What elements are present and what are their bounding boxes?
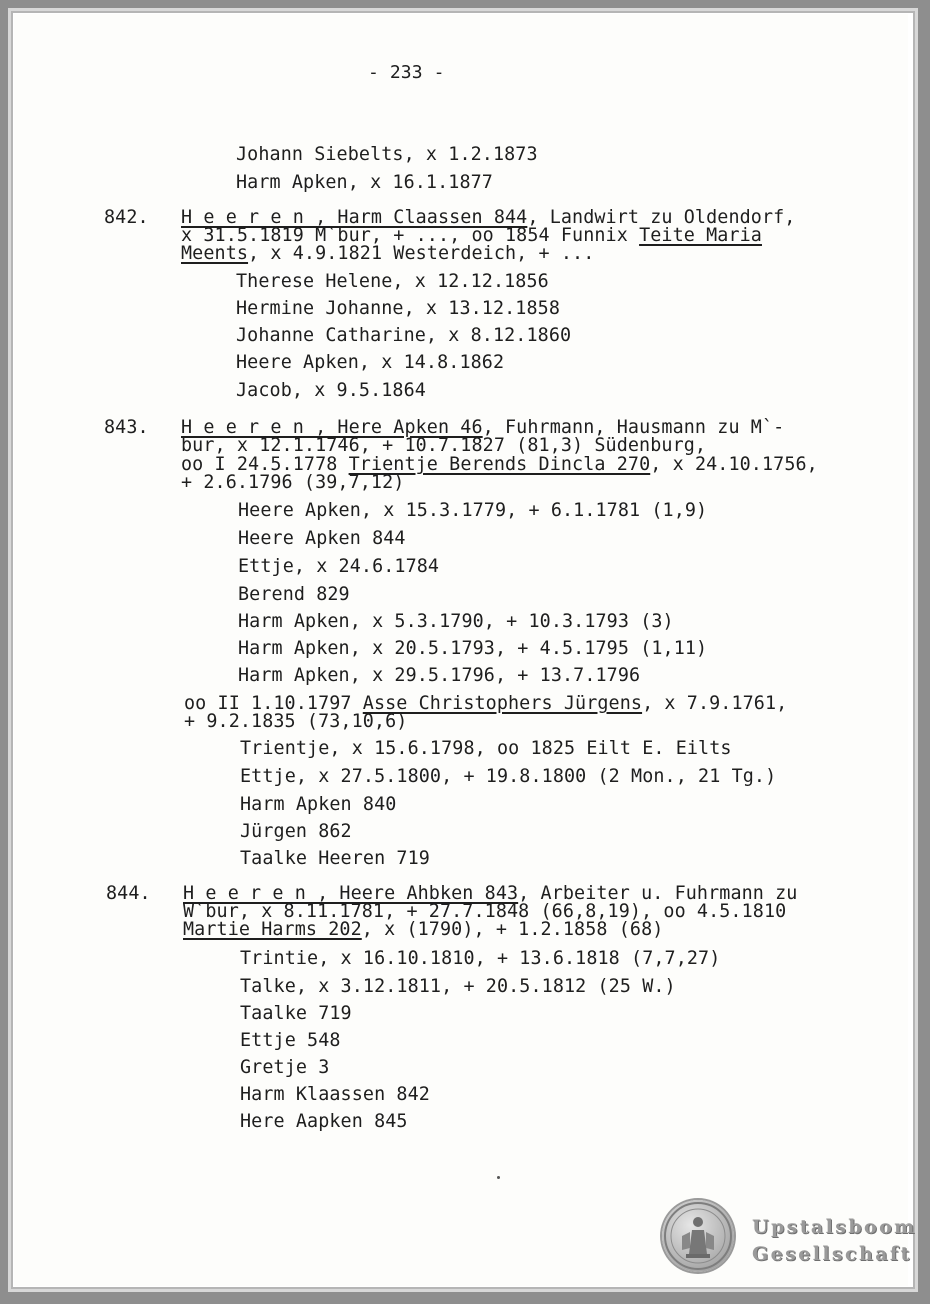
entry-842-line: x 31.5.1819 M`bur, + ..., oo 1854 Funnix Teite Maria <box>181 225 762 246</box>
entry-843-line: oo I 24.5.1778 Trientje Berends Dincla 270, x 24.10.1756, <box>181 454 818 475</box>
entry-842-line: H e e r e n , Harm Claassen 844, Landwirt zu Oldendorf, <box>181 207 796 228</box>
stray-mark <box>497 1176 500 1179</box>
entry-number-844: 844. <box>106 883 151 904</box>
list-item: Ettje, x 24.6.1784 <box>238 556 440 577</box>
entry-843-line: H e e r e n , Here Apken 46, Fuhrmann, Hausmann zu M`- <box>181 417 785 438</box>
list-item: Heere Apken 844 <box>238 528 406 549</box>
list-item: Trientje, x 15.6.1798, oo 1825 Eilt E. Eilts <box>240 738 732 759</box>
list-item: Taalke Heeren 719 <box>240 848 430 869</box>
entry-844-line: W`bur, x 8.11.1781, + 27.7.1848 (66,8,19), oo 4.5.1810 <box>183 901 787 922</box>
list-item: Taalke 719 <box>240 1003 352 1024</box>
list-item: Heere Apken, x 15.3.1779, + 6.1.1781 (1,9) <box>238 500 708 521</box>
watermark-line-1: Upstalsboom <box>752 1216 917 1238</box>
list-item: Jürgen 862 <box>240 821 352 842</box>
entry-842-line: Meents, x 4.9.1821 Westerdeich, + ... <box>181 243 595 264</box>
entry-844-line: Martie Harms 202, x (1790), + 1.2.1858 (68) <box>183 919 664 940</box>
list-item: Here Aapken 845 <box>240 1111 408 1132</box>
list-item: Talke, x 3.12.1811, + 20.5.1812 (25 W.) <box>240 976 676 997</box>
marriage-line: oo II 1.10.1797 Asse Christophers Jürgens, x 7.9.1761, <box>184 693 788 714</box>
list-item: Harm Apken, x 29.5.1796, + 13.7.1796 <box>238 665 641 686</box>
list-item: Harm Apken 840 <box>240 794 397 815</box>
entry-number-843: 843. <box>104 417 149 438</box>
list-item: Johanne Catharine, x 8.12.1860 <box>236 325 572 346</box>
entry-844-line: H e e r e n , Heere Ahbken 843, Arbeiter u. Fuhrmann zu <box>183 883 798 904</box>
list-item: Ettje 548 <box>240 1030 341 1051</box>
list-item: Johann Siebelts, x 1.2.1873 <box>236 144 538 165</box>
entry-843-line: + 2.6.1796 (39,7,12) <box>181 472 405 493</box>
watermark-line-2: Gesellschaft <box>752 1243 912 1265</box>
list-item: Gretje 3 <box>240 1057 330 1078</box>
list-item: Harm Apken, x 16.1.1877 <box>236 172 493 193</box>
list-item: Berend 829 <box>238 584 350 605</box>
list-item: Heere Apken, x 14.8.1862 <box>236 352 505 373</box>
list-item: Harm Apken, x 5.3.1790, + 10.3.1793 (3) <box>238 611 674 632</box>
list-item: Trintie, x 16.10.1810, + 13.6.1818 (7,7,27) <box>240 948 721 969</box>
list-item: Hermine Johanne, x 13.12.1858 <box>236 298 560 319</box>
list-item: Harm Klaassen 842 <box>240 1084 430 1105</box>
marriage-line: + 9.2.1835 (73,10,6) <box>184 711 408 732</box>
list-item: Jacob, x 9.5.1864 <box>236 380 426 401</box>
entry-843-line: bur, x 12.1.1746, + 10.7.1827 (81,3) Südenburg, <box>181 435 707 456</box>
list-item: Ettje, x 27.5.1800, + 19.8.1800 (2 Mon., 21 Tg.) <box>240 766 777 787</box>
seal-logo-icon <box>662 1200 734 1272</box>
list-item: Harm Apken, x 20.5.1793, + 4.5.1795 (1,11) <box>238 638 708 659</box>
list-item: Therese Helene, x 12.12.1856 <box>236 271 549 292</box>
page-number: - 233 - <box>368 62 445 83</box>
entry-number-842: 842. <box>104 207 149 228</box>
